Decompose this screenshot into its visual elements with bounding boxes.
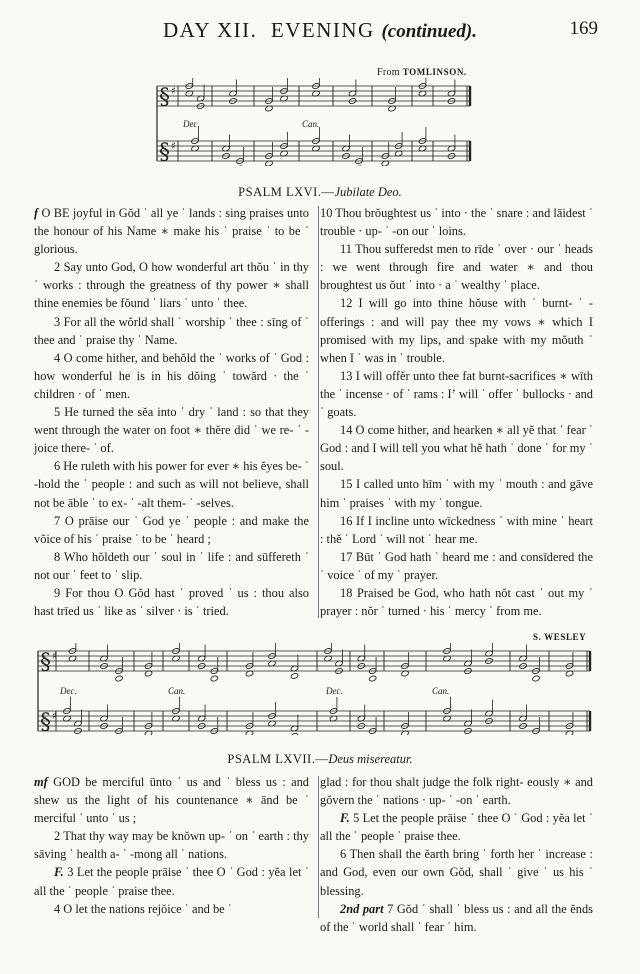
verse-text: 18 Praised be God, who hath nŏt cast ˈ out my ˈ prayer : nŏr ˈ turned · his ˈ mercy ˈ from me. — [320, 585, 593, 619]
psalm67-number: PSALM LXVII.— — [227, 752, 329, 766]
verse — [320, 512, 593, 548]
verse-text: 2 That thy way may be knŏwn up- ˈ on ˈ earth : thy sāving ˈ health a- ˈ -mong all ˈ nations. — [34, 829, 309, 862]
verse — [34, 512, 309, 548]
chant1-treble-key-signature: ♯ — [171, 86, 176, 97]
chant1-attribution — [377, 67, 467, 78]
chant1-dec-label: Dec. — [183, 119, 200, 129]
verse-text: 8 Who hŏldeth our ˈ soul in ˈ life : and sūffereth ˈ not our ˈ feet to ˈ slip. — [34, 549, 309, 582]
verse-text: 6 He ruleth with his power for ever ∗ his ĕyes be- ˈ -hold the ˈ people : and such as will not believe, shall not be āble ˈ to ex- ˈ -alt them- ˈ -selves. — [34, 459, 309, 510]
column-divider-2 — [318, 776, 319, 918]
verse — [320, 845, 593, 899]
note — [236, 165, 244, 166]
verse — [34, 258, 309, 312]
verse — [34, 900, 309, 918]
verse-text: 10 Thou brŏughtest us ˈ into · the ˈ snare : and lāidest ˈ trouble · up- ˈ -on our ˈ loins. — [320, 206, 593, 239]
verse — [320, 584, 593, 620]
verse — [320, 548, 593, 584]
verse — [320, 475, 593, 511]
dynamic-mark: mf — [34, 775, 48, 789]
verse-text: 4 O let the nations rejŏice ˈ and be ˈ — [54, 901, 232, 916]
note — [355, 165, 363, 166]
chant2-score — [34, 643, 596, 735]
verse-mark: 2nd part — [340, 901, 384, 916]
chant1-bass-key-signature: ♯ — [171, 141, 176, 152]
verse — [320, 294, 593, 366]
verse-text: 7 O prāise our ˈ God ye ˈ people : and make the vŏice of his ˈ praise ˈ to be ˈ heard ; — [34, 513, 309, 546]
chant1-bass-clef: § — [159, 140, 170, 165]
verse-mark: F. — [340, 811, 350, 826]
verse-text: GOD be merciful ūnto ˈ us and ˈ bless us : and shew us the light of his countenance ∗ ānd be ˈ merciful ˈ unto ˈ us ; — [34, 775, 309, 826]
note — [210, 675, 218, 682]
verse — [320, 900, 593, 936]
chant2-bass-staff — [38, 697, 590, 735]
verse-text: 17 Būt ˈ God hath ˈ heard me : and consīdered the ˈ voice ˈ of my ˈ prayer. — [320, 549, 593, 582]
chant2-treble-staff — [38, 643, 590, 682]
running-title — [0, 18, 640, 43]
verse-text: 6 Then shall the ĕarth bring ˈ forth her ˈ increase : and God, even our own Gŏd, shall ˈ give ˈ us his ˈ blessing. — [320, 847, 593, 898]
chant1-treble-clef: § — [159, 85, 170, 110]
verse — [320, 240, 593, 294]
psalm66-left-column — [34, 204, 309, 620]
verse-text: 7 Gŏd ˈ shall ˈ bless us : and all the ĕnds of the ˈ world shall ˈ fear ˈ him. — [320, 901, 593, 934]
verse — [34, 403, 309, 457]
verse — [34, 827, 309, 863]
psalm66-number: PSALM LXVI.— — [238, 185, 335, 199]
verse — [320, 204, 593, 240]
chant1-can-label: Can. — [302, 119, 320, 129]
verse-text: 5 Let the people prāise ˈ thee O ˈ God : yĕa let ˈ all the ˈ people ˈ praise thee. — [320, 811, 593, 844]
verse — [320, 809, 593, 845]
chant2-treble-clef: § — [40, 650, 51, 675]
note — [290, 733, 298, 735]
chant1-bass-staff — [157, 127, 470, 166]
verse-text: 16 If I incline unto wīckedness ˈ with mine ˈ heart : thĕ ˈ Lord ˈ will not ˈ hear me. — [320, 513, 593, 546]
psalm67-latin-title: Deus misereatur. — [328, 752, 413, 766]
chant2-can-label-1: Can. — [168, 686, 186, 696]
chant2-bass-clef: § — [40, 710, 51, 735]
verse — [34, 773, 309, 827]
verse-mark: F. — [54, 865, 64, 880]
note — [532, 675, 540, 682]
verse-text: 9 For thou O Gŏd hast ˈ proved ˈ us : thou also hast trīed us ˈ like as ˈ silver · is ˈ tried. — [34, 585, 309, 619]
verse — [34, 548, 309, 584]
note — [290, 673, 298, 680]
page-header — [0, 18, 640, 46]
psalm67-right-column — [320, 773, 593, 936]
chant2-attribution — [533, 632, 586, 643]
psalm67-left-column — [34, 773, 309, 918]
verse-text: 2 Say unto God, O how wonderful art thŏu ˈ in thy ˈ works : through the greatness of thy power ∗ shall thine enemies be fŏund ˈ liars ˈ unto ˈ thee. — [34, 260, 309, 311]
verse-text: 4 O come hither, and behŏld the ˈ works of ˈ God : how wonderful he is in his dŏing ˈ towărd · the ˈ children · of ˈ men. — [34, 350, 309, 401]
running-title-main: DAY XII. EVENING — [162, 18, 375, 42]
verse-text: 12 I will go into thine hŏuse with ˈ burnt- ˈ -offerings : and will pay thee my vows ∗ which I promised with my lips, and spake with my mŏuth ˈ when I ˈ was in ˈ trouble. — [320, 296, 593, 365]
verse — [34, 349, 309, 403]
verse-text: glad : for thou shalt judge the folk right- eously ∗ and gŏvern the ˈ nations · up- ˈ -on ˈ earth. — [320, 775, 593, 808]
note — [115, 675, 123, 682]
chant2-dec-label-2: Dec. — [326, 686, 343, 696]
chant1-composer: TOMLINSON. — [402, 67, 467, 77]
psalm66-latin-title: Jubilate Deo. — [334, 185, 402, 199]
note — [368, 675, 376, 682]
chant2-bass-key-signature: ♯ — [52, 711, 57, 722]
page-number: 169 — [569, 18, 598, 39]
psalm67-title — [0, 752, 640, 767]
verse — [34, 584, 309, 620]
psalm66-right-column — [320, 204, 593, 620]
verse-text: 5 He turned the sĕa into ˈ dry ˈ land : so that they went through the water on foot ∗ thĕre did ˈ we re- ˈ -joice there- ˈ of. — [34, 405, 309, 456]
chant2-staff-svg — [34, 643, 596, 735]
chant1-treble-staff — [157, 78, 470, 112]
dynamic-mark: f — [34, 206, 39, 220]
verse-text: 15 I called unto hīm ˈ with my ˈ mouth : and gāve him ˈ praises ˈ with my ˈ tongue. — [320, 477, 593, 510]
verse-text: 14 O come hither, and hearken ∗ all yĕ that ˈ fear ˈ God : and I will tell you what hĕ hath ˈ done ˈ for my ˈ soul. — [320, 423, 593, 474]
running-title-continued: (continued). — [381, 21, 478, 42]
chant2-dec-label-1: Dec. — [60, 686, 77, 696]
chant1-attribution-prefix: From — [377, 67, 400, 78]
chant2-composer: S. WESLEY — [533, 632, 587, 642]
column-divider — [318, 206, 319, 618]
verse-text: 11 Thou sufferedst men to rīde ˈ over · our ˈ heads : we went through fire and water ∗ and thou broughtest us ŏut ˈ into · a ˈ wealthy ˈ place. — [320, 242, 593, 293]
verse — [34, 313, 309, 349]
verse — [320, 421, 593, 475]
verse-text: 3 For all the wŏrld shall ˈ worship ˈ thee : sīng of ˈ thee and ˈ praise thy ˈ Name. — [34, 314, 309, 347]
verse — [34, 863, 309, 899]
verse — [320, 367, 593, 421]
chant2-treble-key-signature: ♯ — [52, 651, 57, 662]
verse-text: O BE joyful in Gŏd ˈ all ye ˈ lands : sing praises unto the honour of his Name ∗ make his ˈ praise ˈ to be ˈ glorious. — [34, 206, 309, 257]
psalm66-title — [0, 185, 640, 200]
verse — [34, 457, 309, 511]
verse-text: 13 I will offĕr unto thee fat burnt-sacrifices ∗ wīth the ˈ incense · of ˈ rams : Iʼ will ˈ offer ˈ bullocks · and ˈ goats. — [320, 368, 593, 420]
chant2-can-label-2: Can. — [432, 686, 450, 696]
verse — [320, 773, 593, 809]
verse-text: 3 Let the people prāise ˈ thee O ˈ God : yĕa let ˈ all the ˈ people ˈ praise thee. — [34, 865, 309, 898]
verse — [34, 204, 309, 258]
